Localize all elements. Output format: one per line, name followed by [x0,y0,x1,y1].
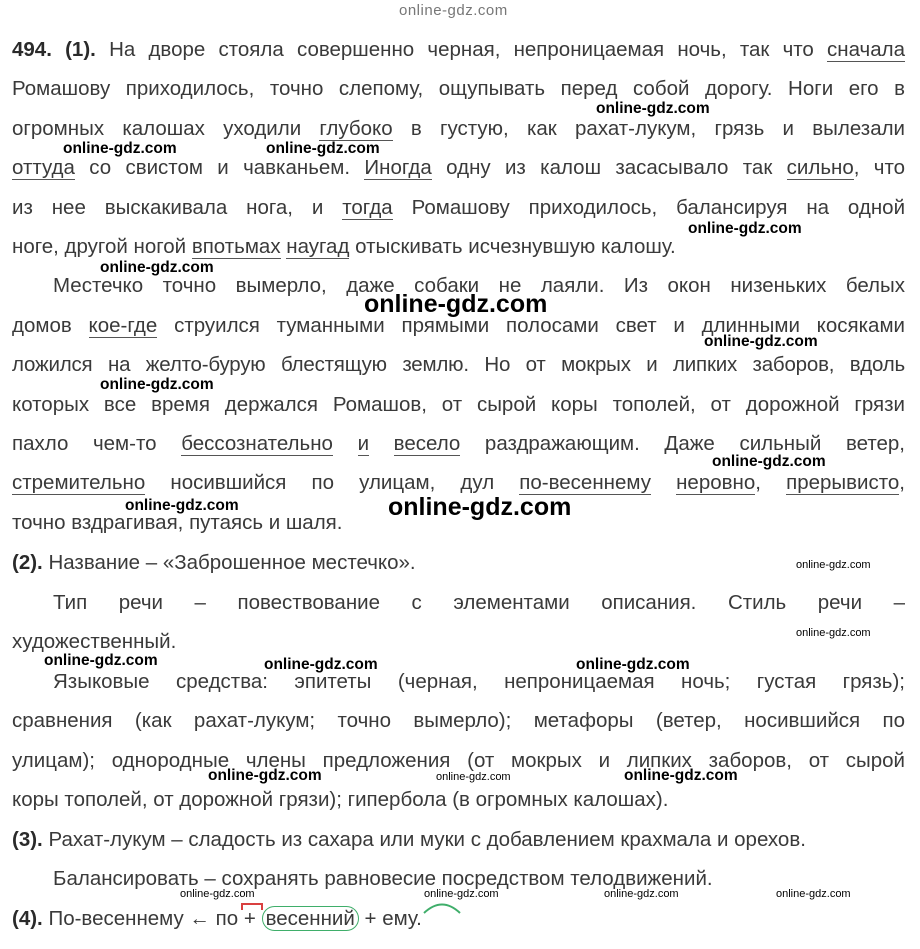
watermark: online-gdz.com [364,290,548,318]
watermark: online-gdz.com [266,140,380,157]
watermark: online-gdz.com [208,767,322,784]
text-line: улицам); однородные члены предложения (от мокрых и липких заборов, от сырой [12,749,905,772]
underlined-adverb: бессознательно [181,432,333,455]
text-fragment: На дворе стояла совершенно черная, непроницаемая ночь, так что [109,38,814,61]
text-line: сравнения (как рахат-лукум; точно вымерло); метафоры (ветер, носившийся по [12,709,905,732]
watermark: online-gdz.com [264,656,378,673]
text-line: Ромашову приходилось, точно слепому, ощупывать перед собой дорогу. Ноги его в [12,77,905,100]
underlined-adverb: глубоко [319,117,393,140]
underlined-adverb: оттуда [12,156,75,179]
text-fragment: + [243,907,256,930]
underlined-adverb: прерывисто [786,471,900,494]
underlined-adverb: впотьмах [191,235,281,258]
watermark: online-gdz.com [576,656,690,673]
watermark: online-gdz.com [388,493,572,521]
text-fragment: домов [12,314,72,337]
section-number: (2). [12,551,43,574]
text-line: Языковые средства: эпитеты (черная, непроницаемая ночь; густая грязь); [53,670,905,693]
text-line [12,906,905,932]
text-line: Балансировать – сохранять равновесие посредством телодвижений. [53,867,713,890]
text-fragment: , [899,471,905,494]
text-fragment: носившийся по улицам, дул [170,471,495,494]
section-number: (4). [12,907,43,930]
underlined-adverb: тогда [342,196,393,219]
text-fragment: отыскивать исчезнувшую калошу. [355,235,676,258]
text-line [12,550,905,576]
text-fragment: , [755,471,761,494]
underlined-adverb: стремительно [12,471,146,494]
text-fragment: в густую, как рахат-лукум, грязь и вылезали [410,117,906,140]
text-fragment: и [357,432,370,455]
text-fragment: ноге, другой ногой [12,235,187,258]
watermark: online-gdz.com [796,559,871,571]
underlined-adverb: неровно [676,471,756,494]
text-line: ложился на желто-бурую блестящую землю. Но от мокрых и липких заборов, вдоль [12,353,905,376]
watermark: online-gdz.com [424,888,499,900]
text-fragment: Ромашову приходилось, балансируя на одной [411,196,906,219]
watermark: online-gdz.com [704,333,818,350]
text-line: художественный. [12,630,177,653]
title-answer: Название – «Заброшенное местечко». [48,551,416,574]
underlined-adverb: весело [393,432,461,455]
watermark: online-gdz.com [604,888,679,900]
text-line [12,827,905,853]
watermark: online-gdz.com [688,220,802,237]
text-line [12,195,905,221]
text-fragment: огромных калошах уходили [12,117,302,140]
underlined-adverb: Иногда [364,156,432,179]
text-line [12,116,905,142]
text-fragment: одну из калош засасывало так [446,156,773,179]
text-line: которых все время держался Ромашов, от сырой коры тополей, от дорожной грязи [12,393,905,416]
underlined-adverb: по-весеннему [519,471,651,494]
watermark: online-gdz.com [100,259,214,276]
text-line: коры тополей, от дорожной грязи); гипербола (в огромных калошах). [12,788,669,811]
underlined-adverb: сильно [786,156,854,179]
text-fragment: из нее выскакивала нога, и [12,196,324,219]
watermark: online-gdz.com [44,652,158,669]
text-fragment: По-весеннему ← [48,907,210,930]
text-fragment: + ему. [364,907,422,930]
ending-text: ий [331,907,355,930]
watermark: online-gdz.com [436,771,511,783]
text-fragment: со свистом и чавканьем. [89,156,351,179]
watermark: online-gdz.com [125,497,239,514]
watermark: online-gdz.com [100,376,214,393]
definition: Рахат-лукум – сладость из сахара или муки с добавлением крахмала и орехов. [48,828,806,851]
text-fragment: раздражающим. Даже сильный ветер, [484,432,905,455]
section-number: (3). [12,828,43,851]
watermark: online-gdz.com [596,100,710,117]
prefix-morpheme: по [215,907,239,930]
watermark: online-gdz.com [624,767,738,784]
exercise-number: 494. (1). [12,38,96,61]
text-fragment: , что [853,156,906,179]
watermark-top: online-gdz.com [399,2,508,19]
text-line: Тип речи – повествование с элементами описания. Стиль речи – [53,591,905,614]
text-line: точно вздрагивая, путаясь и шаля. [12,511,343,534]
watermark: online-gdz.com [180,888,255,900]
text-line: Местечко точно вымерло, даже собаки не лаяли. Из окон низеньких белых [53,274,905,297]
text-line [12,37,905,63]
text-line [12,155,905,181]
text-fragment: пахло чем-то [12,432,157,455]
watermark: online-gdz.com [796,627,871,639]
watermark: online-gdz.com [63,140,177,157]
underlined-adverb: кое-где [88,314,158,337]
stem-morpheme [262,906,359,931]
underlined-adverb: сначала [827,38,905,61]
underlined-adverb: наугад [286,235,350,258]
watermark: online-gdz.com [712,453,826,470]
watermark: online-gdz.com [776,888,851,900]
text-fragment: струился туманными прямыми полосами свет и длинными косяками [174,314,906,337]
stem-text: весенн [265,907,332,930]
